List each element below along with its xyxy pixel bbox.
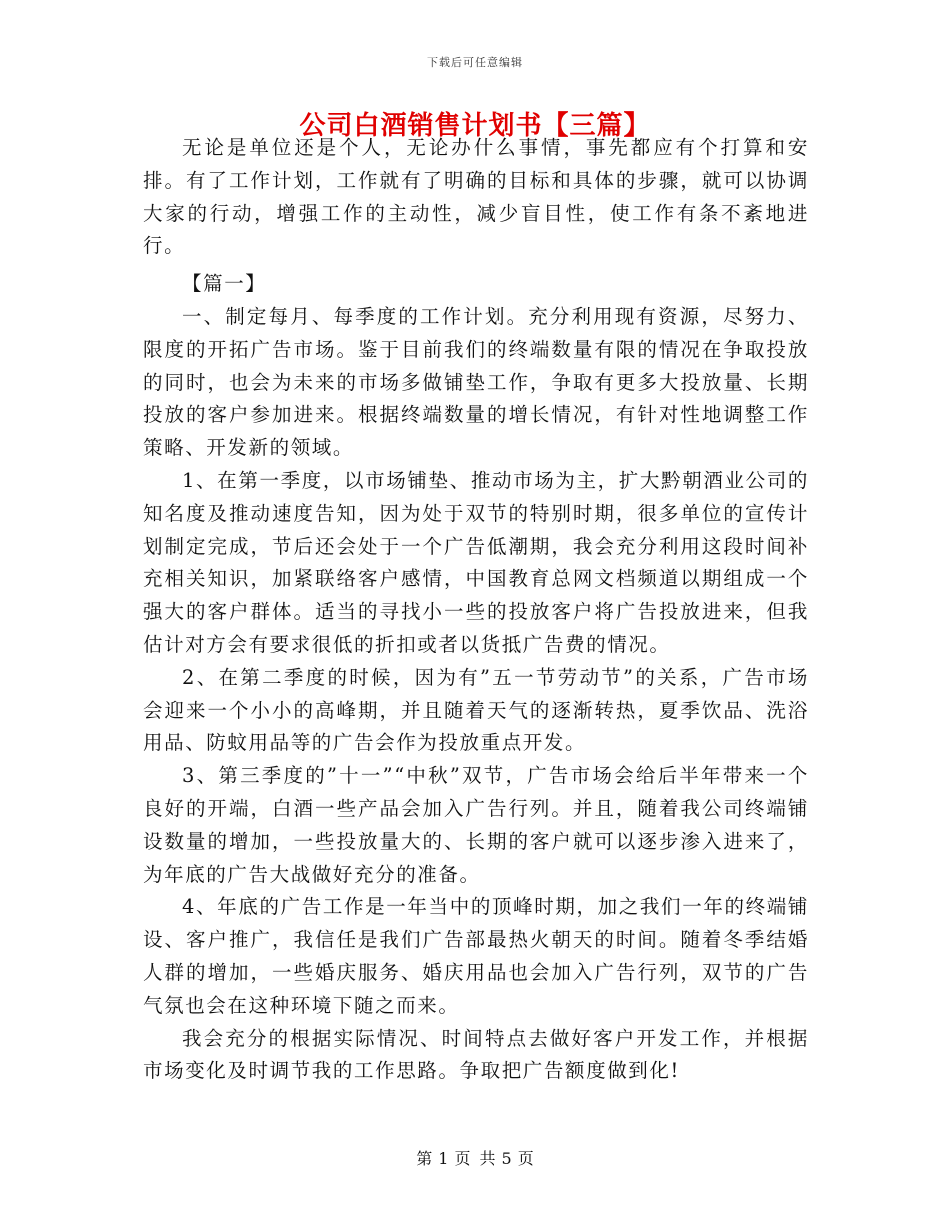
footer-page-number: 1: [438, 1149, 449, 1168]
footer-page-suffix: 页: [517, 1149, 534, 1168]
body-paragraph-3: 2、在第二季度的时候，因为有”五一节劳动节”的关系，广告市场会迎来一个小小的高峰期，并且随着天气的逐渐转热，夏季饮品、洗浴用品、防蚊用品等的广告会作为投放重点开发。: [143, 665, 809, 755]
body-paragraph-5: 4、年底的广告工作是一年当中的顶峰时期，加之我们一年的终端铺设、客户推广，我信任是我们广告部最热火朝天的时间。随着冬季结婚人群的增加，一些婚庆服务、婚庆用品也会加入广告行列，双节的广告气氛也会在这种环境下随之而来。: [143, 895, 809, 1017]
page-footer: [0, 1146, 950, 1169]
body-paragraph-4: 3、第三季度的”十一”“中秋”双节，广告市场会给后半年带来一个良好的开端，白酒一些产品会加入广告行列。并且，随着我公司终端铺设数量的增加，一些投放量大的、长期的客户就可以逐步渗入进来了，为年底的广告大战做好充分的准备。: [143, 764, 809, 886]
intro-paragraph: 无论是单位还是个人，无论办什么事情，事先都应有个打算和安排。有了工作计划，工作就有了明确的目标和具体的步骤，就可以协调大家的行动，增强工作的主动性，减少盲目性，使工作有条不紊地进行。: [143, 136, 809, 258]
body-paragraph-1: 一、制定每月、每季度的工作计划。充分利用现有资源，尽努力、限度的开拓广告市场。鉴于目前我们的终端数量有限的情况在争取投放的同时，也会为未来的市场多做铺垫工作，争取有更多大投放量、长期投放的客户参加进来。根据终端数量的增长情况，有针对性地调整工作策略、开发新的领域。: [143, 304, 809, 460]
footer-page-total: 5: [501, 1149, 512, 1168]
document-title: 公司白酒销售计划书【三篇】: [299, 111, 651, 141]
header-note: 下载后可任意编辑: [427, 56, 523, 69]
body-paragraph-2: 1、在第一季度，以市场铺垫、推动市场为主，扩大黔朝酒业公司的知名度及推动速度告知，因为处于双节的特别时期，很多单位的宣传计划制定完成，节后还会处于一个广告低潮期，我会充分利用这段时间补充相关知识，加紧联络客户感情，中国教育总网文档频道以期组成一个强大的客户群体。适当的寻找小一些的投放客户将广告投放进来，但我估计对方会有要求很低的折扣或者以货抵广告费的情况。: [143, 468, 809, 656]
document-body: [143, 132, 809, 1088]
footer-page-middle: 页 共: [454, 1149, 496, 1168]
section-heading: 【篇一】: [182, 272, 267, 296]
body-paragraph-6: 我会充分的根据实际情况、时间特点去做好客户开发工作，并根据市场变化及时调节我的工作思路。争取把广告额度做到化!: [143, 1026, 809, 1083]
footer-page-prefix: 第: [416, 1149, 433, 1168]
